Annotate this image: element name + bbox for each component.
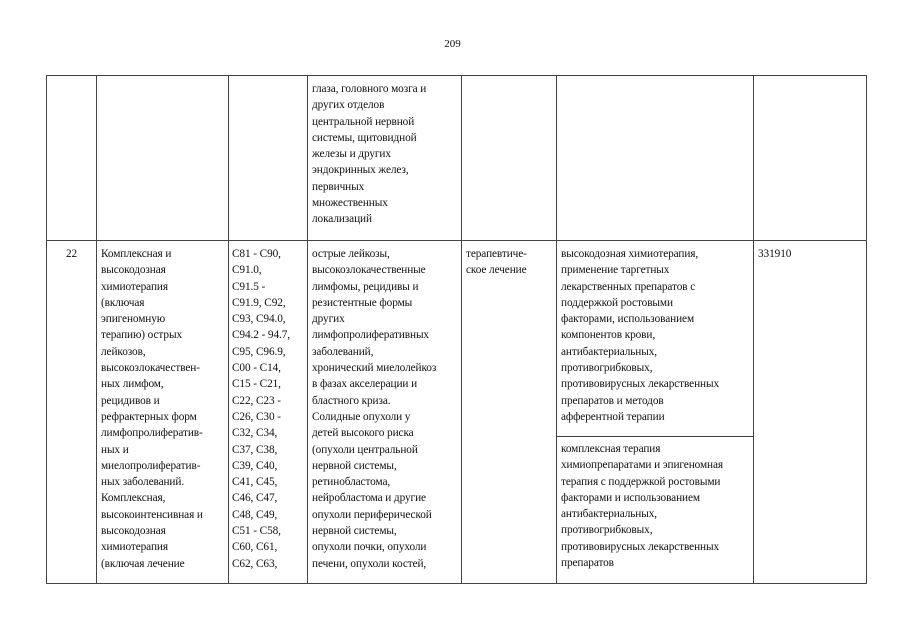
table-top-border	[46, 75, 867, 76]
diagnosis-cell: острые лейкозы, высокозлокачественные лимфомы, рецидивы и резистентные формы других лимфопролиферативных заболеваний, хронический миелолейкоз в фазах акселерации и бластного криза. Солидные опухоли у детей высокого риска (опухоли центральной нервной системы, ретинобластома, нейробластома и другие опухоли периферической нервной системы, опухоли почки, опухоли печени, опухоли костей,	[312, 248, 437, 570]
column-border	[307, 75, 308, 584]
column-border	[96, 75, 97, 584]
cost-cell: 331910	[758, 248, 792, 260]
column-border	[556, 75, 557, 584]
treatment-method-cell: комплексная терапия химиопрепаратами и эпигеномная терапия с поддержкой ростовыми факторами и использованием антибактериальных, противогрибковых, противовирусных лекарственных препаратов	[561, 443, 723, 570]
row-divider	[46, 240, 867, 241]
continued-diagnosis-cell: глаза, головного мозга и других отделов центральной нервной системы, щитовидной железы и других эндокринных желез, первичных множественных локализаций	[312, 83, 427, 226]
treatment-method-cell: высокодозная химиотерапия, применение таргетных лекарственных препаратов с поддержкой ростовыми факторами, использованием компонентов крови, антибактериальных, противогрибковых, противовирусных лекарственных препаратов и методов афферентной терапии	[561, 248, 720, 423]
column-border	[46, 75, 47, 584]
table-bottom-border	[46, 583, 867, 584]
row-number-cell: 22	[65, 248, 78, 260]
column-border	[461, 75, 462, 584]
care-type-name-cell: Комплексная и высокодозная химиотерапия (включая эпигеномную терапию) острых лейкозов, высокозлокачествен- ных лимфом, рецидивов и рефрактерных форм лимфопролифератив- ных и миелопролифератив- ных заболеваний. Комплексная, высокоинтенсивная и высокодозная химиотерапия (включая лечение	[101, 248, 203, 570]
icd-codes-cell: C81 - C90, C91.0, C91.5 - C91.9, C92, C93, C94.0, C94.2 - 94.7, C95, C96.9, C00 - C14, C15 - C21, C22, C23 - C26, C30 - C32, C34, C37, C38, C39, C40, C41, C45, C46, C47, C48, C49, C51 - C58, C60, C61, C62, C63,	[232, 248, 291, 570]
column-border	[866, 75, 867, 584]
treatment-type-cell: терапевтиче- ское лечение	[466, 248, 527, 277]
column-border	[753, 75, 754, 584]
column-border	[228, 75, 229, 584]
method-divider	[556, 436, 753, 437]
page-number: 209	[444, 38, 461, 50]
